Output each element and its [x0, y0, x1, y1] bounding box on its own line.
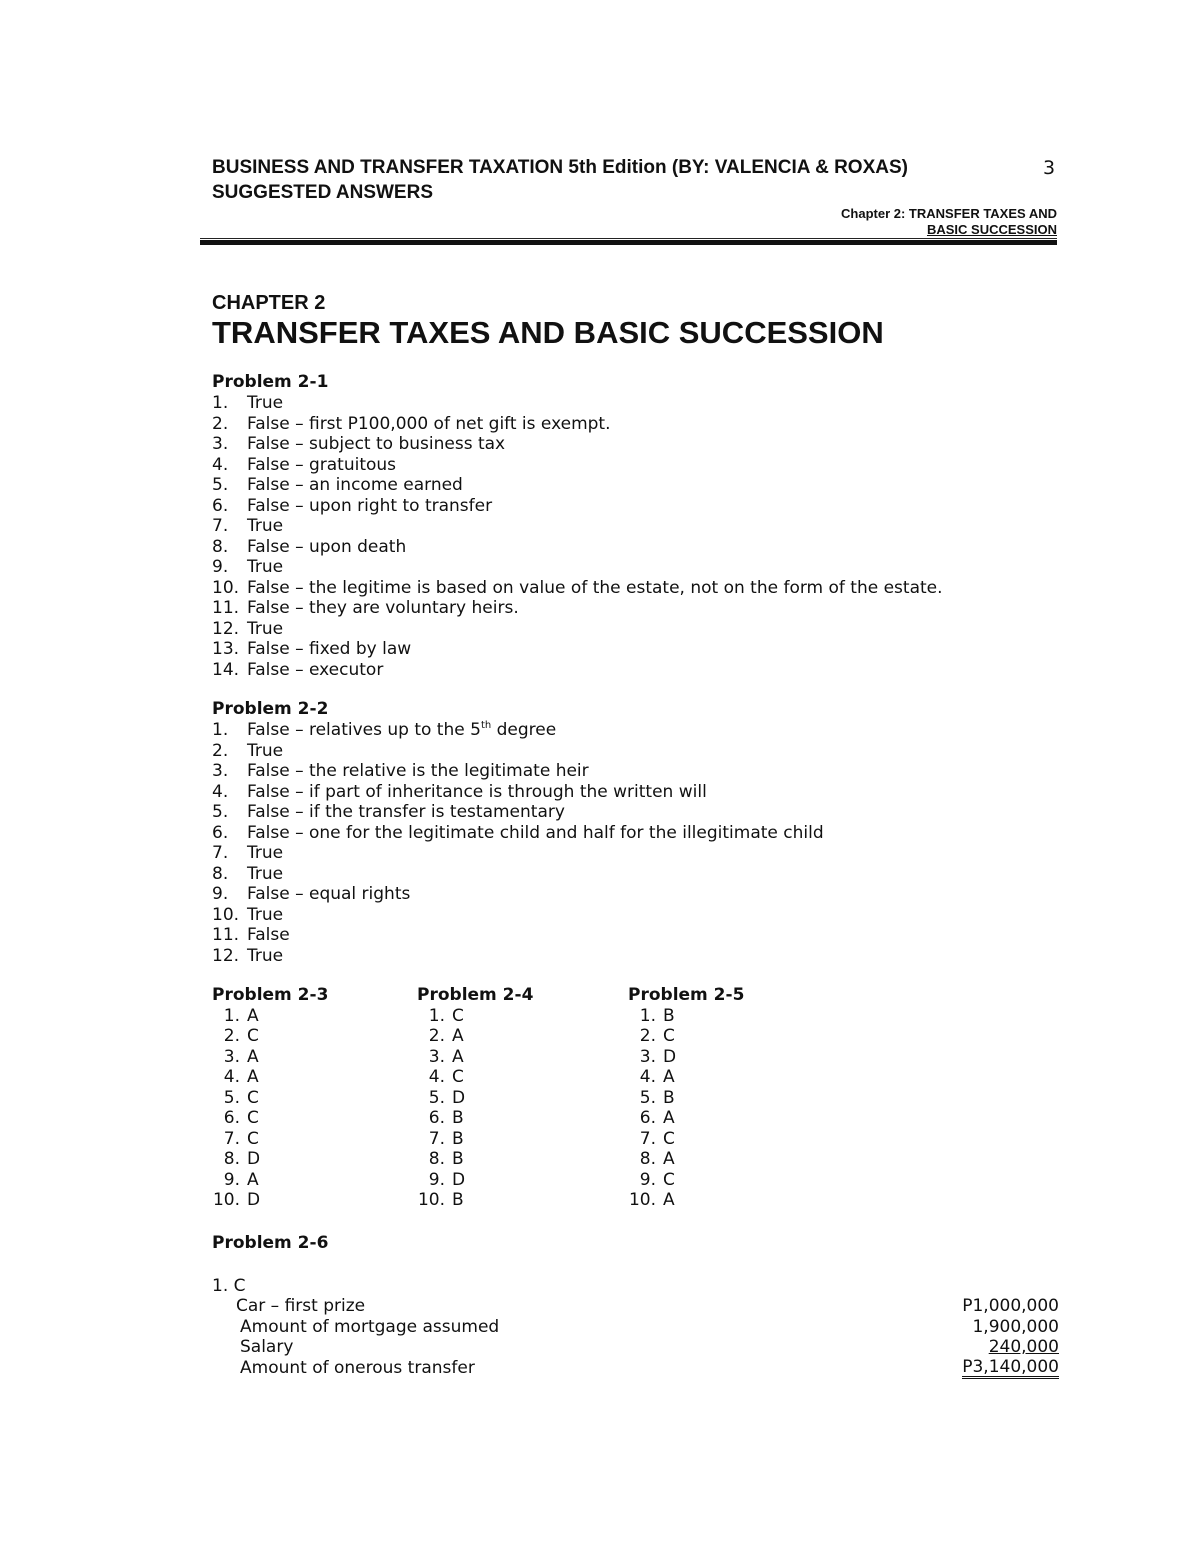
problem-2-4-column	[417, 985, 533, 1211]
problem-2-2-title: Problem 2-2	[212, 699, 329, 719]
row-amount: 1,900,000	[972, 1316, 1059, 1337]
problem-2-4-answers	[417, 1006, 533, 1211]
problem-2-2-list	[212, 720, 824, 966]
list-item: 4. A	[223, 1067, 259, 1087]
problem-2-6-title: Problem 2-6	[212, 1233, 329, 1253]
list-item: 5. B	[639, 1087, 675, 1108]
list-item: 10. B	[417, 1190, 464, 1210]
row-total-amount: P3,140,000	[962, 1356, 1059, 1377]
problem-2-3-answers	[212, 1006, 328, 1211]
problem-2-5-column	[628, 985, 744, 1211]
list-item: 10. False – the legitime is based on value of the estate, not on the form of the estate.	[212, 577, 943, 598]
list-item: 3. False – subject to business tax	[212, 434, 506, 454]
problem-2-3-column	[212, 985, 328, 1211]
running-chapter-line-1: Chapter 2: TRANSFER TAXES AND	[841, 206, 1057, 221]
list-item: 5. False – if the transfer is testamentary	[212, 802, 565, 822]
list-item: 4. False – gratuitous	[212, 454, 397, 475]
list-item: 1. A	[223, 1005, 259, 1026]
list-item: 6. False – one for the legitimate child and half for the illegitimate child	[212, 822, 824, 843]
running-chapter-header	[757, 206, 1057, 238]
list-item: 11. False – they are voluntary heirs.	[212, 598, 519, 618]
onerous-transfer-computation	[236, 1296, 1059, 1378]
problem-2-6-item-number: 1.	[212, 1276, 229, 1296]
list-item: 2. False – first P100,000 of net gift is exempt.	[212, 413, 611, 434]
row-amount: P1,000,000	[962, 1296, 1059, 1316]
list-item: 8. D	[223, 1149, 261, 1169]
list-item: 13. False – fixed by law	[212, 639, 412, 659]
list-item: 8. False – upon death	[212, 536, 407, 557]
list-item: 4. A	[639, 1067, 675, 1087]
header-rule-thick	[200, 240, 1057, 245]
list-item: 2. A	[428, 1026, 464, 1046]
list-item: 3. A	[428, 1046, 464, 1067]
list-item: 4. C	[428, 1067, 464, 1087]
list-item: 6. A	[639, 1108, 675, 1128]
list-item: 1. True	[212, 393, 284, 413]
problem-2-6-item-answer: C	[233, 1276, 246, 1296]
list-item: 3. A	[223, 1046, 259, 1067]
table-row	[236, 1337, 1059, 1358]
problem-2-6-item	[212, 1276, 246, 1297]
problem-2-5-title: Problem 2-5	[628, 985, 745, 1005]
list-item: 11. False	[212, 925, 290, 945]
running-chapter-line-2: BASIC SUCCESSION	[926, 222, 1057, 237]
list-item: 10. D	[212, 1190, 261, 1210]
list-item: 1. B	[639, 1005, 675, 1026]
chapter-label: CHAPTER 2	[212, 292, 326, 314]
row-label: Amount of mortgage assumed	[240, 1316, 500, 1337]
list-item: 6. False – upon right to transfer	[212, 495, 493, 516]
list-item: 2. C	[639, 1026, 675, 1046]
table-row	[236, 1317, 1059, 1338]
list-item: 7. True	[212, 843, 284, 863]
list-item: 5. False – an income earned	[212, 475, 463, 495]
list-item: 1. False – relatives up to the 5th degree	[212, 720, 557, 740]
list-item: 6. C	[223, 1108, 259, 1128]
list-item: 2. C	[223, 1026, 259, 1046]
list-item: 7. C	[639, 1128, 675, 1149]
row-label: Car – first prize	[236, 1296, 366, 1316]
list-item: 8. A	[639, 1149, 675, 1169]
list-item: 5. C	[223, 1087, 259, 1108]
chapter-title: TRANSFER TAXES AND BASIC SUCCESSION	[212, 315, 884, 350]
list-item: 8. True	[212, 863, 284, 884]
list-item: 9. False – equal rights	[212, 884, 411, 904]
document-title: BUSINESS AND TRANSFER TAXATION 5th Edition (BY: VALENCIA & ROXAS)	[212, 157, 908, 178]
problem-2-3-title: Problem 2-3	[212, 985, 329, 1005]
list-item: 7. True	[212, 516, 284, 536]
row-label: Salary	[240, 1337, 294, 1357]
problem-2-4-title: Problem 2-4	[417, 985, 534, 1005]
list-item: 6. B	[428, 1108, 464, 1128]
row-amount: 240,000	[988, 1337, 1059, 1357]
document-subtitle: SUGGESTED ANSWERS	[212, 182, 433, 203]
list-item: 9. D	[428, 1169, 466, 1190]
page-number: 3	[1043, 157, 1056, 179]
list-item: 4. False – if part of inheritance is through the written will	[212, 781, 707, 802]
problem-2-1-list	[212, 393, 943, 680]
list-item: 9. A	[223, 1169, 259, 1190]
list-item: 12. True	[212, 618, 284, 639]
list-item: 2. True	[212, 740, 284, 761]
list-item: 3. False – the relative is the legitimate heir	[212, 761, 589, 781]
header-rule-thin	[200, 238, 1057, 239]
list-item: 9. C	[639, 1169, 675, 1190]
list-item: 14. False – executor	[212, 659, 384, 680]
problem-2-5-answers	[628, 1006, 744, 1211]
list-item: 7. B	[428, 1128, 464, 1149]
list-item: 10. A	[628, 1190, 675, 1210]
list-item: 3. D	[639, 1046, 677, 1067]
list-item: 5. D	[428, 1087, 466, 1108]
table-row	[236, 1296, 1059, 1317]
list-item: 8. B	[428, 1149, 464, 1169]
list-item: 1. C	[428, 1005, 464, 1026]
row-label: Amount of onerous transfer	[240, 1357, 475, 1378]
list-item: 7. C	[223, 1128, 259, 1149]
table-row	[236, 1358, 1059, 1379]
problem-2-1-title: Problem 2-1	[212, 372, 329, 392]
list-item: 9. True	[212, 557, 284, 577]
list-item: 12. True	[212, 945, 284, 966]
list-item: 10. True	[212, 904, 284, 925]
